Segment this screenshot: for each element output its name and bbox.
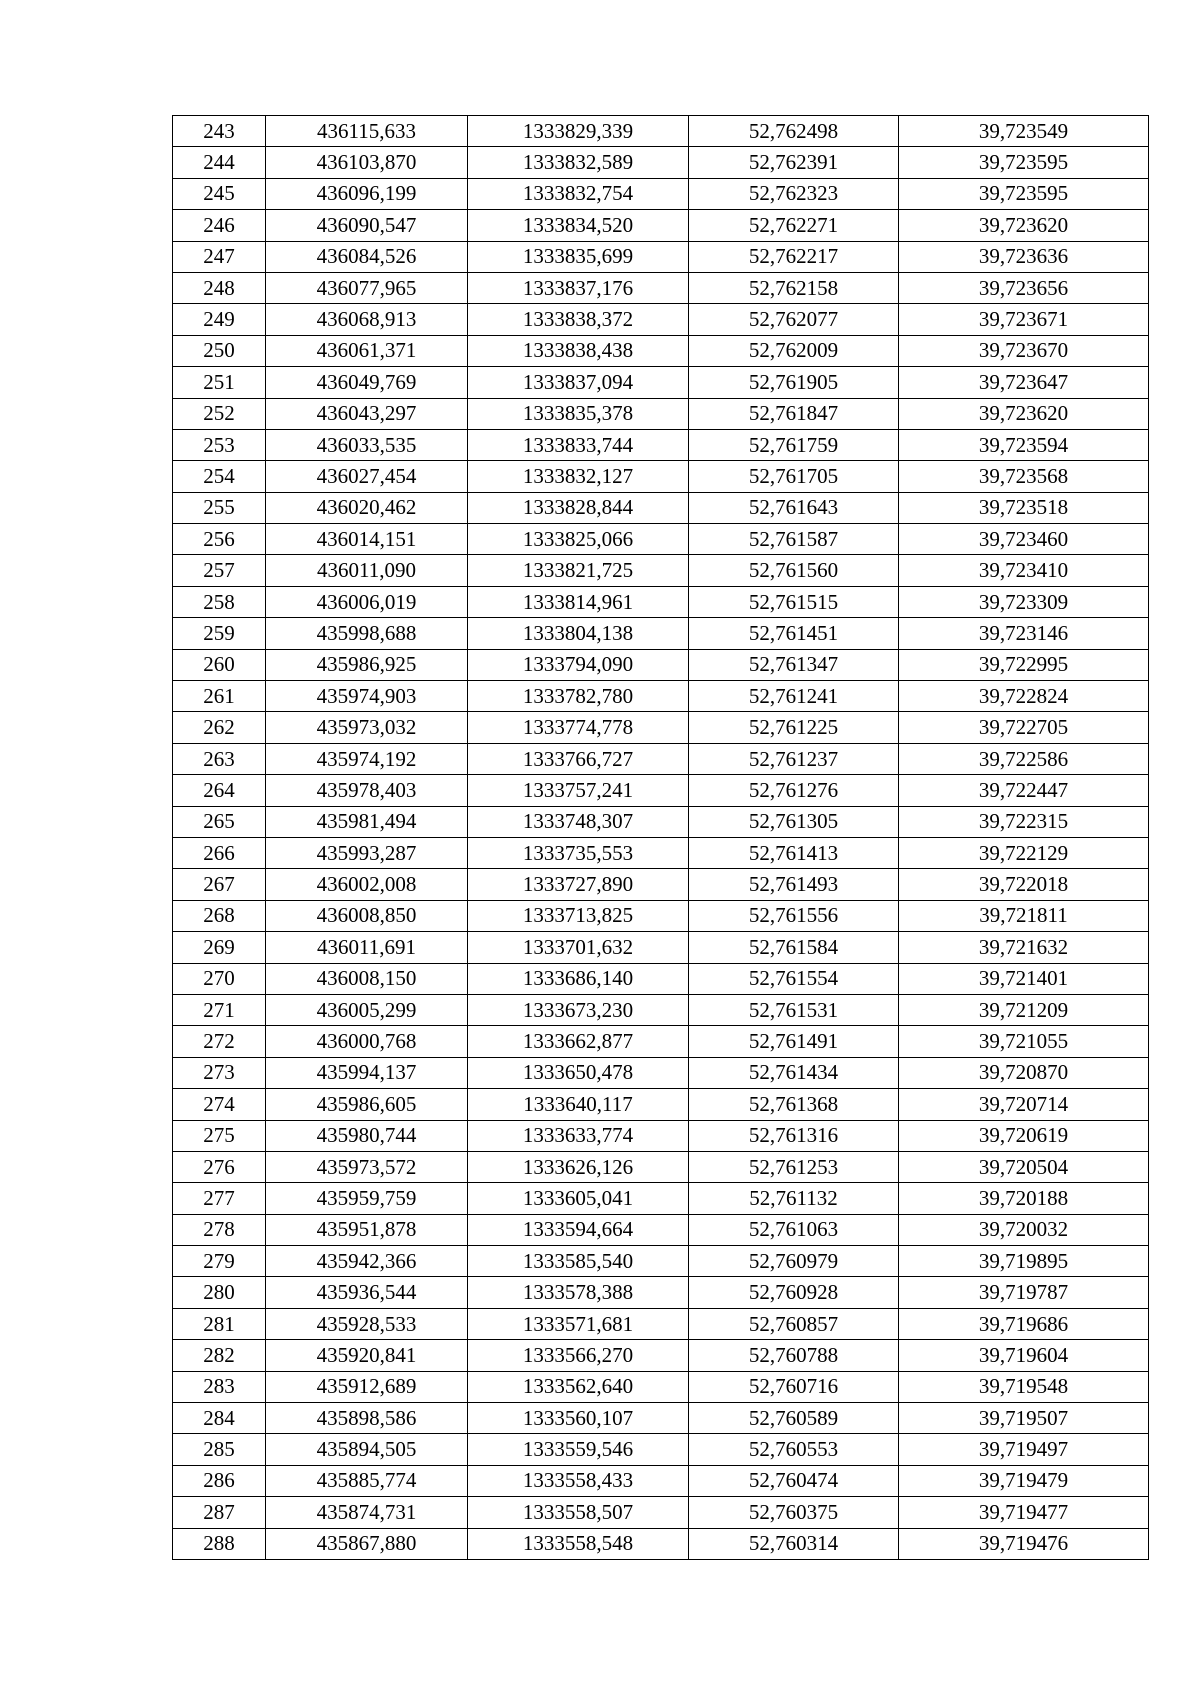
point-number-cell: 288 [173, 1528, 266, 1559]
longitude-cell: 39,719686 [899, 1308, 1149, 1339]
latitude-cell: 52,761451 [689, 618, 899, 649]
table-row [173, 649, 1149, 680]
point-number-cell: 247 [173, 241, 266, 272]
latitude-cell: 52,761413 [689, 837, 899, 868]
coord-y-cell: 1333727,890 [468, 869, 689, 900]
latitude-cell: 52,762391 [689, 147, 899, 178]
coord-y-cell: 1333571,681 [468, 1308, 689, 1339]
coord-x-cell: 436103,870 [266, 147, 468, 178]
longitude-cell: 39,723549 [899, 116, 1149, 147]
coord-x-cell: 436077,965 [266, 272, 468, 303]
latitude-cell: 52,761515 [689, 586, 899, 617]
point-number-cell: 256 [173, 524, 266, 555]
table-row [173, 555, 1149, 586]
coord-y-cell: 1333701,632 [468, 932, 689, 963]
latitude-cell: 52,760928 [689, 1277, 899, 1308]
latitude-cell: 52,761554 [689, 963, 899, 994]
latitude-cell: 52,762009 [689, 335, 899, 366]
longitude-cell: 39,722129 [899, 837, 1149, 868]
table-row [173, 994, 1149, 1025]
coord-y-cell: 1333558,548 [468, 1528, 689, 1559]
longitude-cell: 39,720504 [899, 1151, 1149, 1182]
latitude-cell: 52,762323 [689, 178, 899, 209]
longitude-cell: 39,721209 [899, 994, 1149, 1025]
coord-x-cell: 435928,533 [266, 1308, 468, 1339]
table-row [173, 743, 1149, 774]
latitude-cell: 52,760314 [689, 1528, 899, 1559]
coord-y-cell: 1333560,107 [468, 1403, 689, 1434]
coord-x-cell: 435942,366 [266, 1246, 468, 1277]
table-row [173, 367, 1149, 398]
coord-y-cell: 1333814,961 [468, 586, 689, 617]
coord-x-cell: 436002,008 [266, 869, 468, 900]
point-number-cell: 250 [173, 335, 266, 366]
longitude-cell: 39,723518 [899, 492, 1149, 523]
table-row [173, 492, 1149, 523]
table-row [173, 1277, 1149, 1308]
latitude-cell: 52,761556 [689, 900, 899, 931]
coord-y-cell: 1333794,090 [468, 649, 689, 680]
coord-x-cell: 435920,841 [266, 1340, 468, 1371]
latitude-cell: 52,761847 [689, 398, 899, 429]
table-row [173, 1089, 1149, 1120]
latitude-cell: 52,761905 [689, 367, 899, 398]
longitude-cell: 39,721811 [899, 900, 1149, 931]
point-number-cell: 264 [173, 775, 266, 806]
point-number-cell: 260 [173, 649, 266, 680]
latitude-cell: 52,762077 [689, 304, 899, 335]
point-number-cell: 255 [173, 492, 266, 523]
point-number-cell: 254 [173, 461, 266, 492]
latitude-cell: 52,761560 [689, 555, 899, 586]
table-row [173, 272, 1149, 303]
coord-x-cell: 435894,505 [266, 1434, 468, 1465]
table-row [173, 1340, 1149, 1371]
table-row [173, 963, 1149, 994]
point-number-cell: 286 [173, 1465, 266, 1496]
table-row [173, 1528, 1149, 1559]
table-row [173, 806, 1149, 837]
longitude-cell: 39,723670 [899, 335, 1149, 366]
point-number-cell: 285 [173, 1434, 266, 1465]
coord-x-cell: 436061,371 [266, 335, 468, 366]
longitude-cell: 39,720032 [899, 1214, 1149, 1245]
coord-y-cell: 1333633,774 [468, 1120, 689, 1151]
point-number-cell: 287 [173, 1497, 266, 1528]
longitude-cell: 39,722705 [899, 712, 1149, 743]
longitude-cell: 39,723410 [899, 555, 1149, 586]
longitude-cell: 39,719479 [899, 1465, 1149, 1496]
latitude-cell: 52,760474 [689, 1465, 899, 1496]
point-number-cell: 276 [173, 1151, 266, 1182]
point-number-cell: 278 [173, 1214, 266, 1245]
coord-y-cell: 1333713,825 [468, 900, 689, 931]
point-number-cell: 271 [173, 994, 266, 1025]
point-number-cell: 272 [173, 1026, 266, 1057]
coord-x-cell: 436033,535 [266, 429, 468, 460]
longitude-cell: 39,722315 [899, 806, 1149, 837]
longitude-cell: 39,723309 [899, 586, 1149, 617]
coord-x-cell: 435885,774 [266, 1465, 468, 1496]
table-row [173, 1026, 1149, 1057]
point-number-cell: 266 [173, 837, 266, 868]
point-number-cell: 270 [173, 963, 266, 994]
longitude-cell: 39,722995 [899, 649, 1149, 680]
longitude-cell: 39,723620 [899, 398, 1149, 429]
latitude-cell: 52,761368 [689, 1089, 899, 1120]
table-row [173, 241, 1149, 272]
table-row [173, 586, 1149, 617]
point-number-cell: 274 [173, 1089, 266, 1120]
longitude-cell: 39,723146 [899, 618, 1149, 649]
longitude-cell: 39,723636 [899, 241, 1149, 272]
coord-y-cell: 1333837,176 [468, 272, 689, 303]
coord-y-cell: 1333835,699 [468, 241, 689, 272]
longitude-cell: 39,721632 [899, 932, 1149, 963]
latitude-cell: 52,761305 [689, 806, 899, 837]
latitude-cell: 52,760979 [689, 1246, 899, 1277]
latitude-cell: 52,761063 [689, 1214, 899, 1245]
table-row [173, 147, 1149, 178]
table-row [173, 681, 1149, 712]
latitude-cell: 52,762271 [689, 210, 899, 241]
coord-y-cell: 1333804,138 [468, 618, 689, 649]
table-row [173, 932, 1149, 963]
coord-y-cell: 1333782,780 [468, 681, 689, 712]
coord-y-cell: 1333774,778 [468, 712, 689, 743]
coord-x-cell: 435998,688 [266, 618, 468, 649]
coord-x-cell: 435936,544 [266, 1277, 468, 1308]
longitude-cell: 39,719507 [899, 1403, 1149, 1434]
table-row [173, 1214, 1149, 1245]
coord-y-cell: 1333662,877 [468, 1026, 689, 1057]
coord-x-cell: 435980,744 [266, 1120, 468, 1151]
point-number-cell: 268 [173, 900, 266, 931]
coord-y-cell: 1333673,230 [468, 994, 689, 1025]
coord-y-cell: 1333578,388 [468, 1277, 689, 1308]
latitude-cell: 52,761434 [689, 1057, 899, 1088]
longitude-cell: 39,722447 [899, 775, 1149, 806]
latitude-cell: 52,761705 [689, 461, 899, 492]
latitude-cell: 52,761253 [689, 1151, 899, 1182]
longitude-cell: 39,719477 [899, 1497, 1149, 1528]
coord-y-cell: 1333837,094 [468, 367, 689, 398]
table-row [173, 1465, 1149, 1496]
coord-y-cell: 1333566,270 [468, 1340, 689, 1371]
latitude-cell: 52,760788 [689, 1340, 899, 1371]
table-row [173, 304, 1149, 335]
coord-x-cell: 435959,759 [266, 1183, 468, 1214]
coord-x-cell: 436049,769 [266, 367, 468, 398]
coord-x-cell: 436014,151 [266, 524, 468, 555]
table-row [173, 1308, 1149, 1339]
longitude-cell: 39,719497 [899, 1434, 1149, 1465]
coord-y-cell: 1333686,140 [468, 963, 689, 994]
coord-x-cell: 435994,137 [266, 1057, 468, 1088]
coord-x-cell: 436096,199 [266, 178, 468, 209]
coordinates-table [172, 115, 1149, 1560]
coord-y-cell: 1333757,241 [468, 775, 689, 806]
coord-x-cell: 436000,768 [266, 1026, 468, 1057]
coord-x-cell: 435912,689 [266, 1371, 468, 1402]
coord-x-cell: 436090,547 [266, 210, 468, 241]
coord-y-cell: 1333650,478 [468, 1057, 689, 1088]
coordinates-table-body [173, 116, 1149, 1560]
point-number-cell: 281 [173, 1308, 266, 1339]
longitude-cell: 39,719895 [899, 1246, 1149, 1277]
longitude-cell: 39,719476 [899, 1528, 1149, 1559]
coord-y-cell: 1333821,725 [468, 555, 689, 586]
point-number-cell: 265 [173, 806, 266, 837]
table-row [173, 116, 1149, 147]
table-row [173, 837, 1149, 868]
latitude-cell: 52,761237 [689, 743, 899, 774]
coord-y-cell: 1333834,520 [468, 210, 689, 241]
coord-x-cell: 435986,925 [266, 649, 468, 680]
coord-x-cell: 435973,032 [266, 712, 468, 743]
latitude-cell: 52,761531 [689, 994, 899, 1025]
point-number-cell: 282 [173, 1340, 266, 1371]
longitude-cell: 39,723595 [899, 178, 1149, 209]
coord-x-cell: 435898,586 [266, 1403, 468, 1434]
latitude-cell: 52,761587 [689, 524, 899, 555]
coord-y-cell: 1333838,372 [468, 304, 689, 335]
point-number-cell: 249 [173, 304, 266, 335]
latitude-cell: 52,761759 [689, 429, 899, 460]
point-number-cell: 277 [173, 1183, 266, 1214]
point-number-cell: 267 [173, 869, 266, 900]
latitude-cell: 52,761132 [689, 1183, 899, 1214]
coord-y-cell: 1333640,117 [468, 1089, 689, 1120]
longitude-cell: 39,723594 [899, 429, 1149, 460]
longitude-cell: 39,722824 [899, 681, 1149, 712]
latitude-cell: 52,761491 [689, 1026, 899, 1057]
coord-x-cell: 436115,633 [266, 116, 468, 147]
coord-x-cell: 435973,572 [266, 1151, 468, 1182]
latitude-cell: 52,760589 [689, 1403, 899, 1434]
table-row [173, 210, 1149, 241]
point-number-cell: 279 [173, 1246, 266, 1277]
point-number-cell: 263 [173, 743, 266, 774]
coord-x-cell: 435974,192 [266, 743, 468, 774]
coord-x-cell: 436068,913 [266, 304, 468, 335]
coord-y-cell: 1333559,546 [468, 1434, 689, 1465]
point-number-cell: 283 [173, 1371, 266, 1402]
coord-y-cell: 1333594,664 [468, 1214, 689, 1245]
latitude-cell: 52,761225 [689, 712, 899, 743]
point-number-cell: 262 [173, 712, 266, 743]
table-row [173, 524, 1149, 555]
longitude-cell: 39,723620 [899, 210, 1149, 241]
coord-y-cell: 1333585,540 [468, 1246, 689, 1277]
point-number-cell: 261 [173, 681, 266, 712]
table-row [173, 178, 1149, 209]
point-number-cell: 258 [173, 586, 266, 617]
longitude-cell: 39,723656 [899, 272, 1149, 303]
latitude-cell: 52,761276 [689, 775, 899, 806]
longitude-cell: 39,720870 [899, 1057, 1149, 1088]
latitude-cell: 52,761241 [689, 681, 899, 712]
coord-y-cell: 1333835,378 [468, 398, 689, 429]
table-row [173, 461, 1149, 492]
latitude-cell: 52,762158 [689, 272, 899, 303]
table-row [173, 429, 1149, 460]
latitude-cell: 52,762217 [689, 241, 899, 272]
coord-x-cell: 436005,299 [266, 994, 468, 1025]
longitude-cell: 39,723595 [899, 147, 1149, 178]
longitude-cell: 39,722018 [899, 869, 1149, 900]
table-row [173, 335, 1149, 366]
point-number-cell: 280 [173, 1277, 266, 1308]
coord-y-cell: 1333558,507 [468, 1497, 689, 1528]
latitude-cell: 52,760553 [689, 1434, 899, 1465]
point-number-cell: 257 [173, 555, 266, 586]
point-number-cell: 248 [173, 272, 266, 303]
point-number-cell: 244 [173, 147, 266, 178]
longitude-cell: 39,721401 [899, 963, 1149, 994]
longitude-cell: 39,721055 [899, 1026, 1149, 1057]
point-number-cell: 275 [173, 1120, 266, 1151]
coord-y-cell: 1333562,640 [468, 1371, 689, 1402]
point-number-cell: 273 [173, 1057, 266, 1088]
table-row [173, 618, 1149, 649]
coord-x-cell: 436084,526 [266, 241, 468, 272]
coord-y-cell: 1333825,066 [468, 524, 689, 555]
coord-x-cell: 435978,403 [266, 775, 468, 806]
latitude-cell: 52,761316 [689, 1120, 899, 1151]
table-row [173, 398, 1149, 429]
coord-x-cell: 435951,878 [266, 1214, 468, 1245]
coord-y-cell: 1333828,844 [468, 492, 689, 523]
longitude-cell: 39,720714 [899, 1089, 1149, 1120]
coord-y-cell: 1333838,438 [468, 335, 689, 366]
coord-x-cell: 435993,287 [266, 837, 468, 868]
coord-x-cell: 436027,454 [266, 461, 468, 492]
latitude-cell: 52,760375 [689, 1497, 899, 1528]
point-number-cell: 252 [173, 398, 266, 429]
coord-x-cell: 435867,880 [266, 1528, 468, 1559]
coord-y-cell: 1333626,126 [468, 1151, 689, 1182]
longitude-cell: 39,722586 [899, 743, 1149, 774]
longitude-cell: 39,723647 [899, 367, 1149, 398]
coord-y-cell: 1333766,727 [468, 743, 689, 774]
latitude-cell: 52,760716 [689, 1371, 899, 1402]
point-number-cell: 243 [173, 116, 266, 147]
coord-y-cell: 1333558,433 [468, 1465, 689, 1496]
latitude-cell: 52,761493 [689, 869, 899, 900]
coord-x-cell: 435974,903 [266, 681, 468, 712]
table-row [173, 1057, 1149, 1088]
latitude-cell: 52,761643 [689, 492, 899, 523]
coord-x-cell: 435981,494 [266, 806, 468, 837]
point-number-cell: 245 [173, 178, 266, 209]
latitude-cell: 52,760857 [689, 1308, 899, 1339]
coord-x-cell: 436008,850 [266, 900, 468, 931]
latitude-cell: 52,762498 [689, 116, 899, 147]
table-row [173, 1434, 1149, 1465]
coord-y-cell: 1333605,041 [468, 1183, 689, 1214]
longitude-cell: 39,719787 [899, 1277, 1149, 1308]
coord-y-cell: 1333829,339 [468, 116, 689, 147]
table-row [173, 712, 1149, 743]
table-row [173, 1497, 1149, 1528]
latitude-cell: 52,761347 [689, 649, 899, 680]
point-number-cell: 251 [173, 367, 266, 398]
point-number-cell: 259 [173, 618, 266, 649]
point-number-cell: 269 [173, 932, 266, 963]
point-number-cell: 284 [173, 1403, 266, 1434]
table-row [173, 1120, 1149, 1151]
coord-x-cell: 436011,691 [266, 932, 468, 963]
coord-x-cell: 435874,731 [266, 1497, 468, 1528]
table-row [173, 1183, 1149, 1214]
coord-x-cell: 435986,605 [266, 1089, 468, 1120]
longitude-cell: 39,723671 [899, 304, 1149, 335]
longitude-cell: 39,723568 [899, 461, 1149, 492]
longitude-cell: 39,719548 [899, 1371, 1149, 1402]
point-number-cell: 253 [173, 429, 266, 460]
table-row [173, 869, 1149, 900]
table-row [173, 775, 1149, 806]
table-row [173, 900, 1149, 931]
table-row [173, 1151, 1149, 1182]
coord-x-cell: 436043,297 [266, 398, 468, 429]
coord-y-cell: 1333735,553 [468, 837, 689, 868]
coord-y-cell: 1333748,307 [468, 806, 689, 837]
point-number-cell: 246 [173, 210, 266, 241]
coord-y-cell: 1333832,127 [468, 461, 689, 492]
table-row [173, 1246, 1149, 1277]
table-row [173, 1371, 1149, 1402]
coord-y-cell: 1333832,589 [468, 147, 689, 178]
latitude-cell: 52,761584 [689, 932, 899, 963]
coord-x-cell: 436006,019 [266, 586, 468, 617]
longitude-cell: 39,720188 [899, 1183, 1149, 1214]
coord-y-cell: 1333833,744 [468, 429, 689, 460]
coord-x-cell: 436011,090 [266, 555, 468, 586]
table-row [173, 1403, 1149, 1434]
coord-y-cell: 1333832,754 [468, 178, 689, 209]
longitude-cell: 39,723460 [899, 524, 1149, 555]
coord-x-cell: 436020,462 [266, 492, 468, 523]
coord-x-cell: 436008,150 [266, 963, 468, 994]
longitude-cell: 39,720619 [899, 1120, 1149, 1151]
longitude-cell: 39,719604 [899, 1340, 1149, 1371]
